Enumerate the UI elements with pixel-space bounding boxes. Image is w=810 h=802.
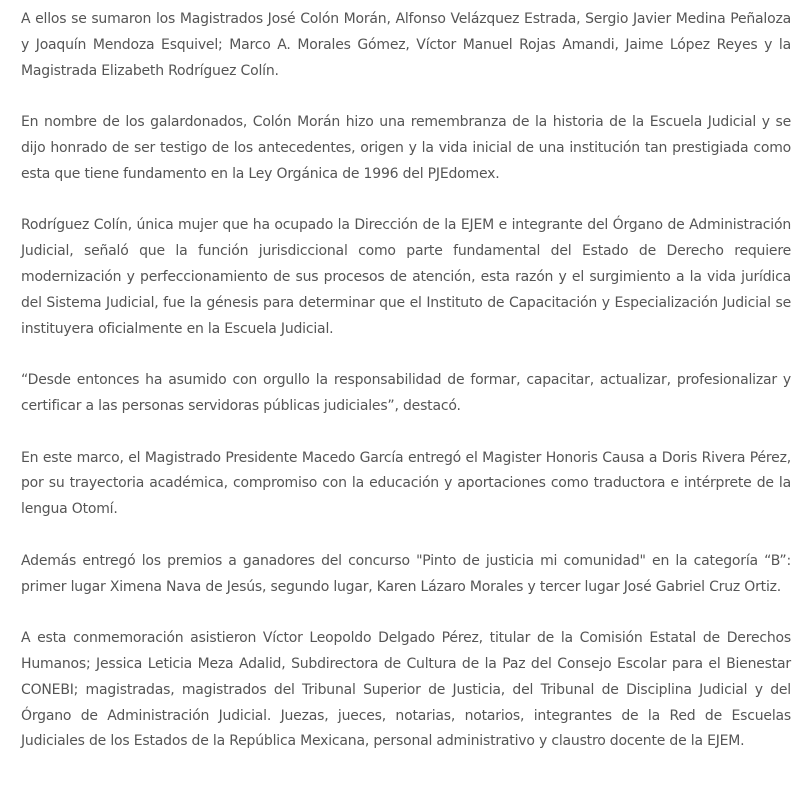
- paragraph-quote: “Desde entonces ha asumido con orgullo la responsabilidad de formar, capacitar, actualizar, profesionalizar y certificar a las personas servidoras públicas judiciales”, destacó.: [21, 372, 791, 414]
- paragraph-rodriguez-colin-statement: Rodríguez Colín, única mujer que ha ocupado la Dirección de la EJEM e integrante del Órgano de Administración Judicial, señaló que la función jurisdiccional como parte fundamental del Estado de Derecho requiere modernización y perfeccionamiento de sus procesos de atención, esta razón y el surgimiento a la vida jurídica del Sistema Judicial, fue la génesis para determinar que el Instituto de Capacitación y Especialización Judicial se instituyera oficialmente en la Escuela Judicial.: [21, 217, 791, 337]
- paragraph-colon-moran-remembrance: En nombre de los galardonados, Colón Morán hizo una remembranza de la historia de la Escuela Judicial y se dijo honrado de ser testigo de los antecedentes, origen y la vida inicial de una institución tan prestigiada como esta que tiene fundamento en la Ley Orgánica de 1996 del PJEdomex.: [21, 114, 791, 182]
- paragraph-attendees: A esta conmemoración asistieron Víctor Leopoldo Delgado Pérez, titular de la Comisión Estatal de Derechos Humanos; Jessica Leticia Meza Adalid, Subdirectora de Cultura de la Paz del Consejo Escolar para el Bienestar CONEBI; magistradas, magistrados del Tribunal Superior de Justicia, del Tribunal de Disciplina Judicial y del Órgano de Administración Judicial. Juezas, jueces, notarias, notarios, integrantes de la Red de Escuelas Judiciales de los Estados de la República Mexicana, personal administrativo y claustro docente de la EJEM.: [21, 630, 791, 750]
- paragraph-honoris-causa: En este marco, el Magistrado Presidente Macedo García entregó el Magister Honoris Causa a Doris Rivera Pérez, por su trayectoria académica, compromiso con la educación y aportaciones como traductora e intérprete de la lengua Otomí.: [21, 449, 791, 518]
- paragraph-magistrates-joined: A ellos se sumaron los Magistrados José Colón Morán, Alfonso Velázquez Estrada, Sergio Javier Medina Peñaloza y Joaquín Mendoza Esquivel; Marco A. Morales Gómez, Víctor Manuel Rojas Amandi, Jaime López Reyes y la Magistrada Elizabeth Rodríguez Colín.: [21, 11, 791, 79]
- paragraph-contest-winners: Además entregó los premios a ganadores del concurso "Pinto de justicia mi comunidad" en la categoría “B”: primer lugar Ximena Nava de Jesús, segundo lugar, Karen Lázaro Morales y tercer lugar José Gabriel Cruz Ortiz.: [21, 552, 791, 595]
- article-body: [21, 7, 791, 781]
